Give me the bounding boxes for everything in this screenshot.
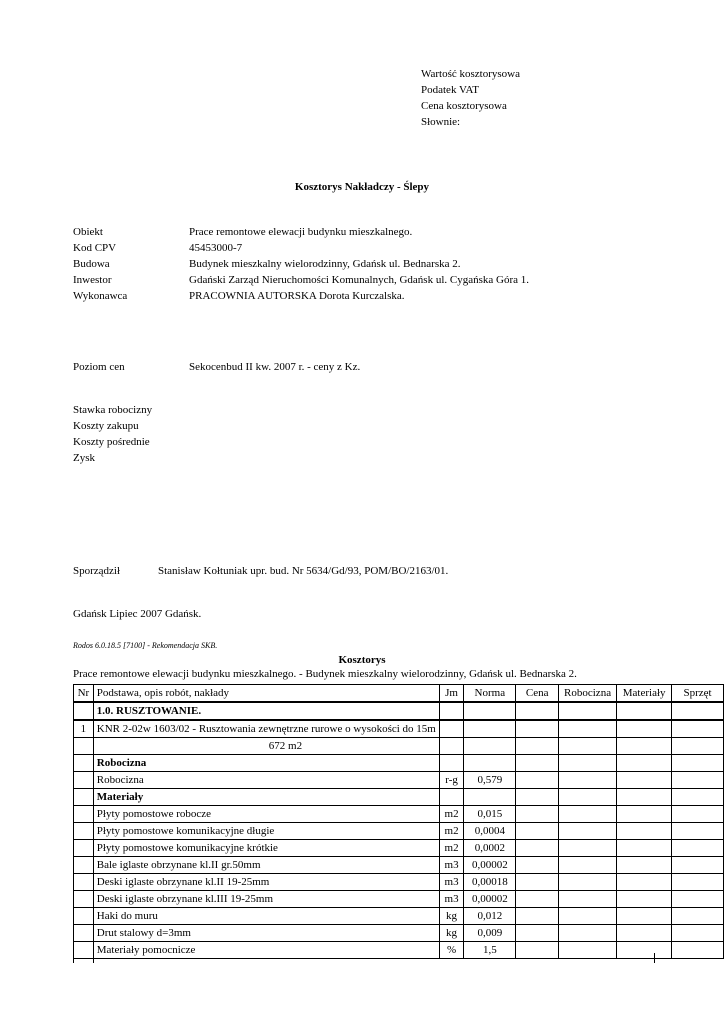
rate-label: Zysk	[73, 452, 95, 464]
section-row	[74, 702, 724, 720]
rate-label: Stawka robocizny	[73, 404, 153, 416]
cost-summary	[421, 66, 520, 130]
position-description: KNR 2-02w 1603/02 - Rusztowania zewnętrzne rurowe o wysokości do 15m	[93, 720, 439, 738]
header-materials: Materiały	[617, 685, 672, 703]
resource-name: Robocizna	[93, 772, 439, 789]
table-row	[74, 925, 724, 942]
document-title: Kosztorys Nakładczy - Ślepy	[294, 181, 430, 193]
resource-norm: 0,0002	[464, 840, 516, 857]
resource-name: Bale iglaste obrzynane kl.II gr.50mm	[93, 857, 439, 874]
table-header-row	[74, 685, 724, 703]
rate-label: Koszty zakupu	[73, 420, 139, 432]
header-price: Cena	[516, 685, 559, 703]
table-row	[74, 823, 724, 840]
summary-line: Wartość kosztorysowa	[421, 68, 521, 80]
materials-group-title: Materiały	[93, 789, 439, 806]
position-quantity: 672 m2	[93, 738, 439, 755]
resource-name: Materiały pomocnicze	[93, 942, 439, 959]
info-value: PRACOWNIA AUTORSKA Dorota Kurczalska.	[189, 290, 405, 302]
rate-label: Koszty pośrednie	[73, 436, 150, 448]
resource-name: Drut stalowy d=3mm	[93, 925, 439, 942]
summary-line: Cena kosztorysowa	[421, 100, 507, 112]
resource-unit: kg	[439, 925, 463, 942]
resource-name: Płyty pomostowe komunikacyjne długie	[93, 823, 439, 840]
resource-unit: m3	[439, 857, 463, 874]
info-value: Gdański Zarząd Nieruchomości Komunalnych, Gdańsk ul. Cygańska Góra 1.	[189, 274, 530, 286]
header-description: Podstawa, opis robót, nakłady	[93, 685, 439, 703]
table-row	[74, 908, 724, 925]
estimate-subtitle: Prace remontowe elewacji budynku mieszkalnego. - Budynek mieszkalny wielorodzinny, Gdańsk ul. Bednarska 2.	[73, 668, 577, 680]
table-row	[74, 806, 724, 823]
resource-norm: 1,5	[464, 942, 516, 959]
price-level-value: Sekocenbud II kw. 2007 r. - ceny z Kz.	[189, 361, 361, 373]
table-row	[74, 840, 724, 857]
summary-line: Słownie:	[421, 116, 461, 128]
labor-group-title: Robocizna	[93, 755, 439, 772]
group-row	[74, 789, 724, 806]
section-title: 1.0. RUSZTOWANIE.	[93, 702, 439, 720]
prepared-value: Stanisław Kołtuniak upr. bud. Nr 5634/Gd/93, POM/BO/2163/01.	[158, 565, 449, 577]
resource-norm: 0,0004	[464, 823, 516, 840]
info-value: 45453000-7	[189, 242, 243, 254]
summary-line: Podatek VAT	[421, 84, 479, 96]
info-value: Prace remontowe elewacji budynku mieszkalnego.	[189, 226, 413, 238]
resource-norm: 0,00018	[464, 874, 516, 891]
position-nr: 1	[74, 720, 94, 738]
table-continuation	[73, 953, 655, 963]
resource-name: Płyty pomostowe robocze	[93, 806, 439, 823]
resource-unit: kg	[439, 908, 463, 925]
prepared-label: Sporządził	[73, 565, 121, 577]
group-row	[74, 755, 724, 772]
resource-name: Haki do muru	[93, 908, 439, 925]
resource-name: Deski iglaste obrzynane kl.III 19-25mm	[93, 891, 439, 908]
resource-unit: m2	[439, 823, 463, 840]
table-row	[74, 772, 724, 789]
software-note: Rodos 6.0.18.5 [7100] - Rekomendacja SKB.	[73, 641, 218, 650]
position-row	[74, 720, 724, 738]
estimate-title: Kosztorys	[338, 654, 386, 666]
resource-norm: 0,00002	[464, 857, 516, 874]
resource-unit: m2	[439, 840, 463, 857]
resource-name: Deski iglaste obrzynane kl.II 19-25mm	[93, 874, 439, 891]
resource-name: Płyty pomostowe komunikacyjne krótkie	[93, 840, 439, 857]
estimate-table	[73, 684, 724, 959]
resource-unit: r-g	[439, 772, 463, 789]
resource-unit: m3	[439, 874, 463, 891]
resource-norm: 0,015	[464, 806, 516, 823]
info-label: Kod CPV	[73, 242, 117, 254]
quantity-row	[74, 738, 724, 755]
header-equipment: Sprzęt	[672, 685, 724, 703]
info-label: Inwestor	[73, 274, 112, 286]
header-nr: Nr	[74, 685, 94, 703]
table-row	[74, 857, 724, 874]
resource-norm: 0,012	[464, 908, 516, 925]
resource-unit: m3	[439, 891, 463, 908]
info-label: Obiekt	[73, 226, 103, 238]
header-norm: Norma	[464, 685, 516, 703]
table-row	[74, 891, 724, 908]
header-unit: Jm	[439, 685, 463, 703]
table-row	[74, 874, 724, 891]
resource-norm: 0,579	[464, 772, 516, 789]
resource-unit: m2	[439, 806, 463, 823]
info-label: Budowa	[73, 258, 110, 270]
info-value: Budynek mieszkalny wielorodzinny, Gdańsk ul. Bednarska 2.	[189, 258, 461, 270]
place-date: Gdańsk Lipiec 2007 Gdańsk.	[73, 608, 202, 620]
resource-norm: 0,00002	[464, 891, 516, 908]
info-label: Wykonawca	[73, 290, 128, 302]
resource-unit: %	[439, 942, 463, 959]
price-level-label: Poziom cen	[73, 361, 125, 373]
resource-norm: 0,009	[464, 925, 516, 942]
header-labor: Robocizna	[558, 685, 616, 703]
